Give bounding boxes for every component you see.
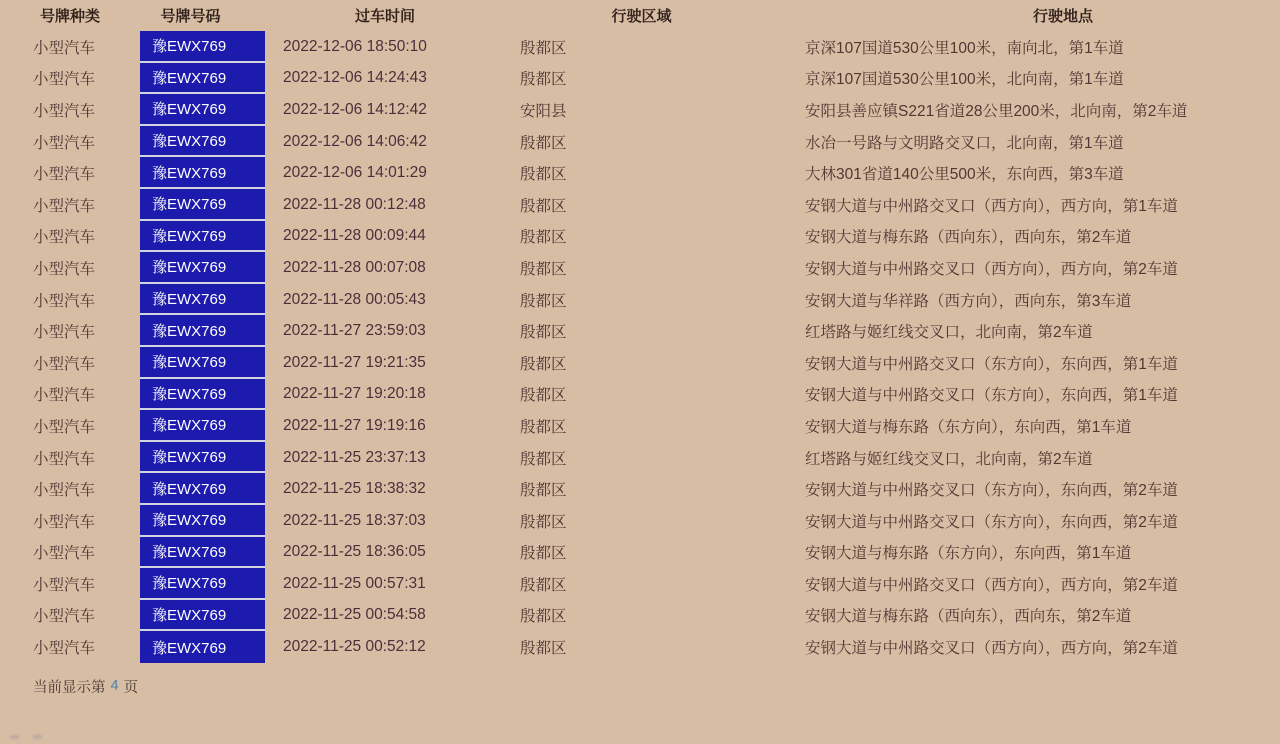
table-header-row: [0, 0, 1280, 31]
driving-region-cell: 殷都区: [520, 166, 567, 184]
vehicle-type-cell: 小型汽车: [33, 608, 96, 626]
passage-time-cell: 2022-11-27 23:59:03: [283, 322, 426, 340]
vehicle-type-cell: 小型汽车: [33, 513, 96, 531]
plate-number-cell[interactable]: 豫EWX769: [140, 94, 265, 126]
vehicle-type-cell: 小型汽车: [33, 166, 96, 184]
plate-number-cell[interactable]: 豫EWX769: [140, 157, 265, 189]
driving-region-cell: 殷都区: [520, 39, 567, 57]
passage-time-cell: 2022-11-27 19:19:16: [283, 416, 426, 434]
driving-location-cell: 京深107国道530公里100米，南向北，第1车道: [805, 39, 1124, 57]
driving-location-cell: 水冶一号路与文明路交叉口，北向南，第1车道: [805, 134, 1124, 152]
driving-location-cell: 红塔路与姬红线交叉口，北向南，第2车道: [805, 450, 1093, 468]
vehicle-type-cell: 小型汽车: [33, 134, 96, 152]
driving-location-cell: 大林301省道140公里500米，东向西，第3车道: [805, 166, 1124, 184]
table-row: [0, 189, 1280, 221]
vehicle-type-cell: 小型汽车: [33, 355, 96, 373]
driving-location-cell: 红塔路与姬红线交叉口，北向南，第2车道: [805, 324, 1093, 342]
plate-number-cell[interactable]: 豫EWX769: [140, 473, 265, 505]
cutoff-text-artifact: [10, 726, 70, 732]
vehicle-type-cell: 小型汽车: [33, 39, 96, 57]
passage-time-cell: 2022-11-25 18:37:03: [283, 511, 426, 529]
driving-location-cell: 安钢大道与梅东路（西向东），西向东，第2车道: [805, 229, 1132, 247]
driving-region-cell: 殷都区: [520, 418, 567, 436]
column-header-passage-time: 过车时间: [354, 8, 415, 25]
passage-time-cell: 2022-11-28 00:05:43: [283, 290, 426, 308]
plate-number-cell[interactable]: 豫EWX769: [140, 347, 265, 379]
driving-location-cell: 安钢大道与梅东路（东方向），东向西，第1车道: [805, 545, 1132, 563]
table-body: [0, 31, 1280, 663]
table-row: [0, 221, 1280, 253]
passage-time-cell: 2022-11-27 19:20:18: [283, 385, 426, 403]
table-row: [0, 568, 1280, 600]
table-row: [0, 252, 1280, 284]
pagination-label-suffix: 页: [123, 679, 139, 696]
passage-time-cell: 2022-11-25 00:57:31: [283, 574, 426, 592]
passage-time-cell: 2022-11-27 19:21:35: [283, 353, 426, 371]
plate-number-cell[interactable]: 豫EWX769: [140, 284, 265, 316]
passage-time-cell: 2022-12-06 14:12:42: [283, 100, 427, 118]
vehicle-type-cell: 小型汽车: [33, 260, 96, 278]
passage-time-cell: 2022-12-06 14:01:29: [283, 164, 427, 182]
plate-number-cell[interactable]: 豫EWX769: [140, 252, 265, 284]
plate-number-cell[interactable]: 豫EWX769: [140, 631, 265, 663]
table-row: [0, 631, 1280, 663]
driving-region-cell: 殷都区: [520, 513, 567, 531]
table-row: [0, 537, 1280, 569]
table-row: [0, 442, 1280, 474]
driving-location-cell: 安钢大道与华祥路（西方向），西向东，第3车道: [805, 292, 1132, 310]
passage-time-cell: 2022-11-25 18:36:05: [283, 543, 426, 561]
driving-region-cell: 殷都区: [520, 640, 567, 658]
passage-time-cell: 2022-12-06 18:50:10: [283, 37, 427, 55]
driving-location-cell: 安阳县善应镇S221省道28公里200米，北向南，第2车道: [805, 102, 1188, 120]
plate-number-cell[interactable]: 豫EWX769: [140, 315, 265, 347]
plate-number-cell[interactable]: 豫EWX769: [140, 568, 265, 600]
driving-location-cell: 安钢大道与中州路交叉口（西方向），西方向，第2车道: [805, 640, 1178, 658]
driving-region-cell: 殷都区: [520, 229, 567, 247]
passage-time-cell: 2022-11-28 00:09:44: [283, 227, 426, 245]
table-row: [0, 157, 1280, 189]
vehicle-type-cell: 小型汽车: [33, 482, 96, 500]
pagination-label-prefix: 当前显示第: [33, 679, 106, 696]
driving-region-cell: 殷都区: [520, 292, 567, 310]
table-row: [0, 94, 1280, 126]
pagination-page-number[interactable]: 4: [110, 678, 119, 695]
passage-time-cell: 2022-11-28 00:12:48: [283, 195, 426, 213]
driving-location-cell: 京深107国道530公里100米，北向南，第1车道: [805, 71, 1124, 89]
vehicle-type-cell: 小型汽车: [33, 418, 96, 436]
vehicle-type-cell: 小型汽车: [33, 387, 96, 405]
table-row: [0, 505, 1280, 537]
driving-region-cell: 殷都区: [520, 197, 567, 215]
vehicle-type-cell: 小型汽车: [33, 197, 96, 215]
driving-region-cell: 殷都区: [520, 608, 567, 626]
table-row: [0, 31, 1280, 63]
table-row: [0, 315, 1280, 347]
plate-number-cell[interactable]: 豫EWX769: [140, 600, 265, 632]
table-row: [0, 63, 1280, 95]
plate-number-cell[interactable]: 豫EWX769: [140, 442, 265, 474]
driving-region-cell: 殷都区: [520, 387, 567, 405]
driving-region-cell: 殷都区: [520, 450, 567, 468]
table-row: [0, 347, 1280, 379]
column-header-plate-number: 号牌号码: [160, 8, 221, 25]
driving-location-cell: 安钢大道与梅东路（东方向），东向西，第1车道: [805, 418, 1132, 436]
driving-region-cell: 殷都区: [520, 324, 567, 342]
vehicle-type-cell: 小型汽车: [33, 450, 96, 468]
passage-time-cell: 2022-12-06 14:24:43: [283, 69, 427, 87]
plate-number-cell[interactable]: 豫EWX769: [140, 505, 265, 537]
driving-location-cell: 安钢大道与中州路交叉口（东方向），东向西，第2车道: [805, 513, 1178, 531]
plate-number-cell[interactable]: 豫EWX769: [140, 221, 265, 253]
vehicle-type-cell: 小型汽车: [33, 102, 96, 120]
column-header-plate-type: 号牌种类: [39, 8, 100, 25]
table-row: [0, 379, 1280, 411]
pagination: [33, 676, 1280, 697]
table-row: [0, 284, 1280, 316]
passage-time-cell: 2022-12-06 14:06:42: [283, 132, 427, 150]
vehicle-type-cell: 小型汽车: [33, 576, 96, 594]
driving-region-cell: 殷都区: [520, 134, 567, 152]
driving-location-cell: 安钢大道与中州路交叉口（西方向），西方向，第2车道: [805, 260, 1178, 278]
driving-region-cell: 殷都区: [520, 71, 567, 89]
plate-number-cell[interactable]: 豫EWX769: [140, 189, 265, 221]
driving-region-cell: 殷都区: [520, 576, 567, 594]
driving-location-cell: 安钢大道与梅东路（西向东），西向东，第2车道: [805, 608, 1132, 626]
table-row: [0, 473, 1280, 505]
driving-region-cell: 殷都区: [520, 260, 567, 278]
vehicle-type-cell: 小型汽车: [33, 71, 96, 89]
vehicle-type-cell: 小型汽车: [33, 640, 96, 658]
vehicle-type-cell: 小型汽车: [33, 324, 96, 342]
vehicle-type-cell: 小型汽车: [33, 292, 96, 310]
vehicle-type-cell: 小型汽车: [33, 545, 96, 563]
driving-location-cell: 安钢大道与中州路交叉口（西方向），西方向，第2车道: [805, 576, 1178, 594]
column-header-driving-region: 行驶区域: [611, 8, 672, 25]
driving-region-cell: 殷都区: [520, 482, 567, 500]
driving-location-cell: 安钢大道与中州路交叉口（东方向），东向西，第1车道: [805, 355, 1178, 373]
vehicle-type-cell: 小型汽车: [33, 229, 96, 247]
driving-location-cell: 安钢大道与中州路交叉口（西方向），西方向，第1车道: [805, 197, 1178, 215]
driving-location-cell: 安钢大道与中州路交叉口（东方向），东向西，第2车道: [805, 482, 1178, 500]
passage-time-cell: 2022-11-25 18:38:32: [283, 480, 426, 498]
driving-region-cell: 殷都区: [520, 355, 567, 373]
driving-region-cell: 殷都区: [520, 545, 567, 563]
passage-time-cell: 2022-11-25 23:37:13: [283, 448, 426, 466]
table-row: [0, 410, 1280, 442]
table-row: [0, 600, 1280, 632]
driving-region-cell: 安阳县: [520, 102, 567, 120]
passage-time-cell: 2022-11-25 00:54:58: [283, 606, 426, 624]
plate-number-cell[interactable]: 豫EWX769: [140, 537, 265, 569]
passage-time-cell: 2022-11-28 00:07:08: [283, 258, 426, 276]
plate-number-cell[interactable]: 豫EWX769: [140, 63, 265, 95]
plate-number-cell[interactable]: 豫EWX769: [140, 31, 265, 63]
passage-time-cell: 2022-11-25 00:52:12: [283, 638, 426, 656]
column-header-driving-location: 行驶地点: [1032, 8, 1093, 25]
plate-number-cell[interactable]: 豫EWX769: [140, 126, 265, 158]
plate-number-cell[interactable]: 豫EWX769: [140, 379, 265, 411]
plate-number-cell[interactable]: 豫EWX769: [140, 410, 265, 442]
table-row: [0, 126, 1280, 158]
driving-location-cell: 安钢大道与中州路交叉口（东方向），东向西，第1车道: [805, 387, 1178, 405]
